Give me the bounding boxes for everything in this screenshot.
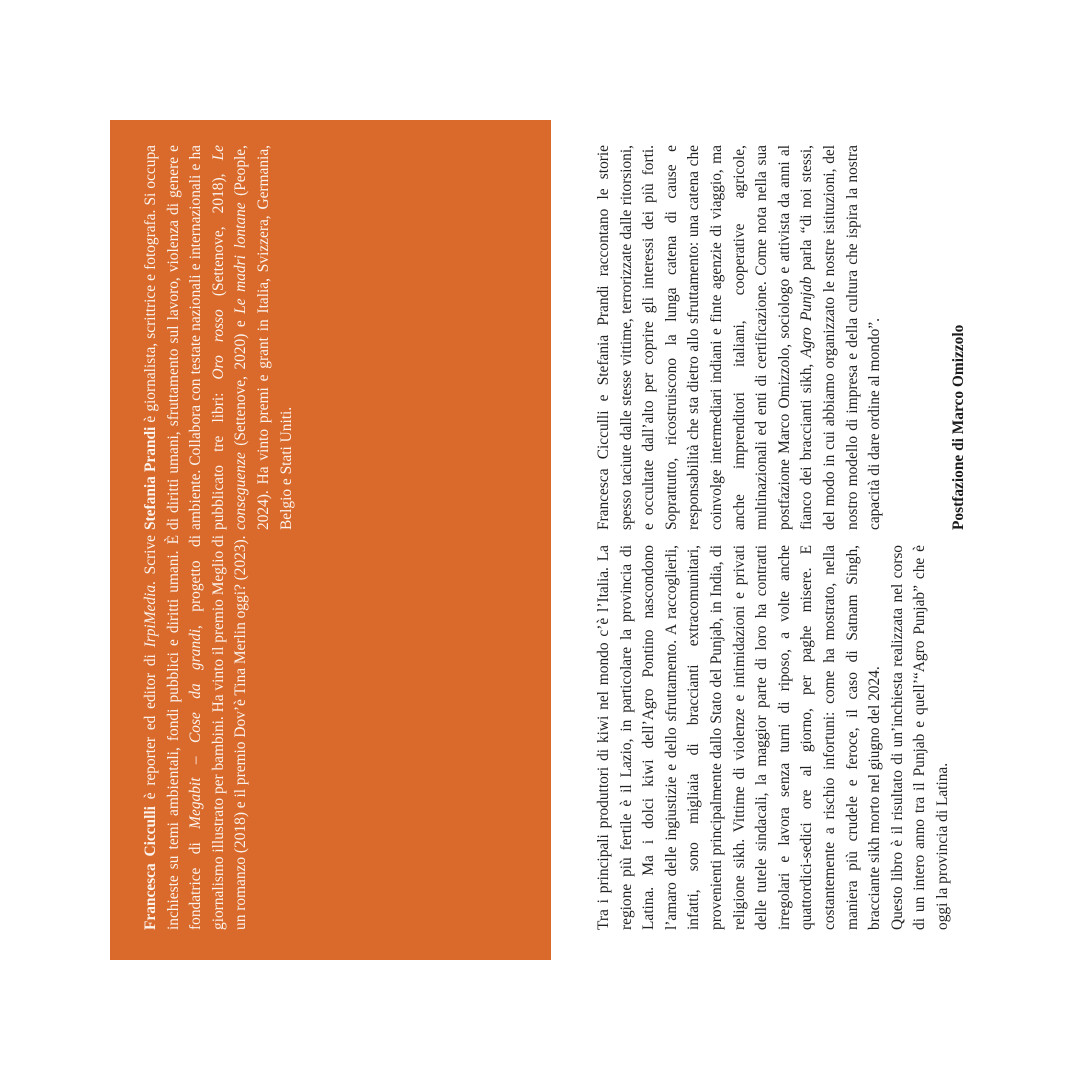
blurb-column-1 bbox=[593, 545, 955, 930]
blurb-column-2: Francesca Cicculli e Stefania Prandi raccontano le storie spesso taciute dalle stesse vittime, terrorizzate dalle ritorsioni, e occultate dall’alto per coprire gli interessi dei più forti. Soprattutto, ricostruiscono la lunga catena di cause e responsabilità che sta dietro allo sfruttamento: una catena che coinvolge intermediari indiani e finte agenzie di viaggio, ma anche imprenditori italiani, cooperative agricole, multinazionali ed enti di certificazione. Come nota nella sua postfazione Marco Omizzolo, sociologo e attivista da anni al fianco dei braccianti sikh, Agro Punjab parla “di noi stessi, del modo in cui abbiamo organizzato le nostre istituzioni, del nostro modello di impresa e della cultura che ispira la nostra capacità di dare ordine al mondo”. bbox=[595, 145, 884, 530]
author-name: Francesca Cicculli bbox=[142, 806, 159, 930]
blurb-paragraph: Questo libro è il risultato di un’inchiesta realizzata nel corso di un intero anno tra il Punjab e quell’“Agro Punjab” che è oggi la provincia di Latina. bbox=[888, 545, 951, 930]
author-bio-cicculli: Francesca Cicculli è reporter ed editor di IrpiMedia. Scrive inchieste su temi ambientali, fondi pubblici e diritti umani. È fondatrice di Megabit – Cose da grandi, progetto di giornalismo illustrato per bambini. Ha vinto il premio Meglio di un romanzo (2018) e il premio Dov’è Tina Merlin oggi? (2023). bbox=[142, 535, 250, 930]
postface-heading: Postfazione di Marco Omizzolo bbox=[950, 324, 967, 530]
author-name: Stefania Prandi bbox=[142, 426, 159, 530]
blurb-paragraph: Tra i principali produttori di kiwi nel mondo c’è l’Italia. La regione più fertile è il Lazio, in particolare la provincia di Latina. Ma i dolci kiwi dell’Agro Pontino nascondono l’amaro delle ingiustizie e dello sfruttamento. A raccoglierli, infatti, sono migliaia di braccianti extracomunitari, provenienti principalmente dallo Stato del Punjab, in India, di religione sikh. Vittime di violenze e intimidazioni e privati delle tutele sindacali, la maggior parte di loro ha contratti irregolari e lavora senza turni di riposo, a volte anche quattordici-sedici ore al giorno, per paghe misere. E costantemente a rischio infortuni: come ha mostrato, nella maniera più crudele e feroce, il caso di Satnam Singh, bracciante sikh morto nel giugno del 2024. bbox=[595, 545, 884, 930]
author-bio-prandi: Stefania Prandi è giornalista, scrittrice e fotografa. Si occupa di diritti umani, sfruttamento sul lavoro, violenza di genere e ambiente. Collabora con testate nazionali e internazionali e ha pubblicato tre libri: Oro rosso (Settenove, 2018), Le conseguenze (Settenove, 2020) e Le madri lontane (People, 2024). Ha vinto premi e grant in Italia, Svizzera, Germania, Belgio e Stati Uniti. bbox=[142, 145, 295, 530]
